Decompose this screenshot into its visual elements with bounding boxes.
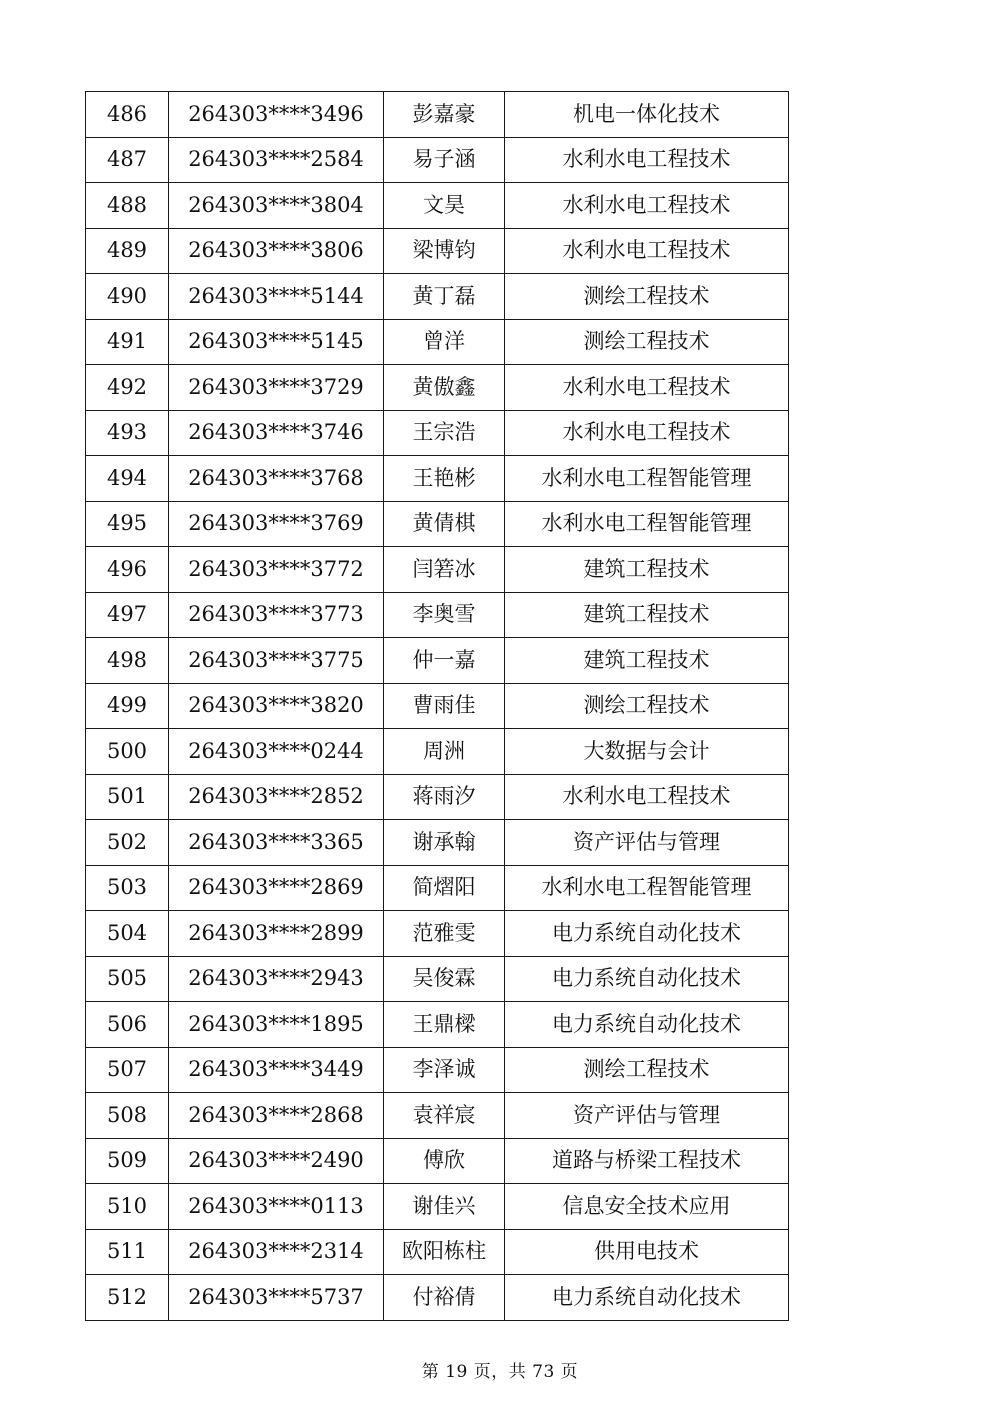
row-number-cell: 492	[86, 365, 169, 411]
row-number-cell: 505	[86, 956, 169, 1002]
major-cell: 水利水电工程智能管理	[505, 865, 789, 911]
student-name-cell: 易子涵	[384, 137, 505, 183]
student-name-cell: 李奥雪	[384, 592, 505, 638]
row-number-cell: 502	[86, 820, 169, 866]
exam-id-cell: 264303****3729	[169, 365, 384, 411]
table-row	[86, 1002, 789, 1048]
table-row	[86, 365, 789, 411]
major-cell: 水利水电工程技术	[505, 774, 789, 820]
row-number-cell: 504	[86, 911, 169, 957]
exam-id-cell: 264303****3746	[169, 410, 384, 456]
major-cell: 大数据与会计	[505, 729, 789, 775]
exam-id-cell: 264303****3768	[169, 456, 384, 502]
row-number-cell: 511	[86, 1229, 169, 1275]
major-cell: 资产评估与管理	[505, 820, 789, 866]
row-number-cell: 498	[86, 638, 169, 684]
row-number-cell: 487	[86, 137, 169, 183]
student-name-cell: 周洲	[384, 729, 505, 775]
major-cell: 电力系统自动化技术	[505, 956, 789, 1002]
exam-id-cell: 264303****0244	[169, 729, 384, 775]
table-row	[86, 183, 789, 229]
row-number-cell: 510	[86, 1184, 169, 1230]
exam-id-cell: 264303****2584	[169, 137, 384, 183]
exam-id-cell: 264303****2314	[169, 1229, 384, 1275]
student-name-cell: 范雅雯	[384, 911, 505, 957]
table-row	[86, 274, 789, 320]
page-footer: 第 19 页，共 73 页	[421, 1362, 579, 1382]
row-number-cell: 486	[86, 92, 169, 138]
table-row	[86, 501, 789, 547]
student-name-cell: 曾洋	[384, 319, 505, 365]
row-number-cell: 512	[86, 1275, 169, 1321]
table-row	[86, 592, 789, 638]
student-name-cell: 蒋雨汐	[384, 774, 505, 820]
row-number-cell: 499	[86, 683, 169, 729]
exam-id-cell: 264303****2869	[169, 865, 384, 911]
row-number-cell: 506	[86, 1002, 169, 1048]
exam-id-cell: 264303****3773	[169, 592, 384, 638]
row-number-cell: 503	[86, 865, 169, 911]
major-cell: 测绘工程技术	[505, 1047, 789, 1093]
table-row	[86, 638, 789, 684]
row-number-cell: 488	[86, 183, 169, 229]
student-name-cell: 闫箬冰	[384, 547, 505, 593]
row-number-cell: 501	[86, 774, 169, 820]
row-number-cell: 493	[86, 410, 169, 456]
student-name-cell: 梁博钧	[384, 228, 505, 274]
student-name-cell: 曹雨佳	[384, 683, 505, 729]
exam-id-cell: 264303****3365	[169, 820, 384, 866]
table-row	[86, 228, 789, 274]
exam-id-cell: 264303****5144	[169, 274, 384, 320]
table-row	[86, 92, 789, 138]
major-cell: 建筑工程技术	[505, 547, 789, 593]
student-name-cell: 简熠阳	[384, 865, 505, 911]
major-cell: 电力系统自动化技术	[505, 1275, 789, 1321]
student-name-cell: 王宗浩	[384, 410, 505, 456]
exam-id-cell: 264303****3449	[169, 1047, 384, 1093]
student-name-cell: 文昊	[384, 183, 505, 229]
major-cell: 资产评估与管理	[505, 1093, 789, 1139]
major-cell: 建筑工程技术	[505, 638, 789, 684]
row-number-cell: 491	[86, 319, 169, 365]
exam-id-cell: 264303****3820	[169, 683, 384, 729]
table-row	[86, 319, 789, 365]
exam-id-cell: 264303****2868	[169, 1093, 384, 1139]
exam-id-cell: 264303****5737	[169, 1275, 384, 1321]
table-body	[86, 92, 789, 1321]
major-cell: 水利水电工程技术	[505, 183, 789, 229]
major-cell: 水利水电工程技术	[505, 228, 789, 274]
table-row	[86, 1275, 789, 1321]
major-cell: 道路与桥梁工程技术	[505, 1138, 789, 1184]
row-number-cell: 500	[86, 729, 169, 775]
student-name-cell: 谢佳兴	[384, 1184, 505, 1230]
major-cell: 测绘工程技术	[505, 274, 789, 320]
major-cell: 电力系统自动化技术	[505, 1002, 789, 1048]
student-name-cell: 李泽诚	[384, 1047, 505, 1093]
major-cell: 信息安全技术应用	[505, 1184, 789, 1230]
table-row	[86, 410, 789, 456]
student-name-cell: 谢承翰	[384, 820, 505, 866]
row-number-cell: 494	[86, 456, 169, 502]
exam-id-cell: 264303****2852	[169, 774, 384, 820]
exam-id-cell: 264303****2490	[169, 1138, 384, 1184]
table-row	[86, 683, 789, 729]
major-cell: 水利水电工程技术	[505, 410, 789, 456]
exam-id-cell: 264303****3806	[169, 228, 384, 274]
major-cell: 建筑工程技术	[505, 592, 789, 638]
row-number-cell: 508	[86, 1093, 169, 1139]
table-row	[86, 865, 789, 911]
row-number-cell: 495	[86, 501, 169, 547]
student-name-cell: 吴俊霖	[384, 956, 505, 1002]
major-cell: 机电一体化技术	[505, 92, 789, 138]
exam-id-cell: 264303****1895	[169, 1002, 384, 1048]
table-row	[86, 729, 789, 775]
major-cell: 测绘工程技术	[505, 683, 789, 729]
exam-id-cell: 264303****3804	[169, 183, 384, 229]
table-row	[86, 1184, 789, 1230]
exam-id-cell: 264303****0113	[169, 1184, 384, 1230]
student-name-cell: 欧阳栋柱	[384, 1229, 505, 1275]
table-row	[86, 774, 789, 820]
student-name-cell: 彭嘉豪	[384, 92, 505, 138]
major-cell: 水利水电工程技术	[505, 137, 789, 183]
exam-id-cell: 264303****3775	[169, 638, 384, 684]
student-name-cell: 黄丁磊	[384, 274, 505, 320]
table-row	[86, 1047, 789, 1093]
exam-id-cell: 264303****5145	[169, 319, 384, 365]
student-list-table	[85, 91, 789, 1321]
major-cell: 水利水电工程技术	[505, 365, 789, 411]
table-row	[86, 1138, 789, 1184]
major-cell: 水利水电工程智能管理	[505, 456, 789, 502]
exam-id-cell: 264303****3769	[169, 501, 384, 547]
row-number-cell: 497	[86, 592, 169, 638]
row-number-cell: 489	[86, 228, 169, 274]
row-number-cell: 490	[86, 274, 169, 320]
student-name-cell: 傅欣	[384, 1138, 505, 1184]
table-row	[86, 1229, 789, 1275]
major-cell: 测绘工程技术	[505, 319, 789, 365]
table-row	[86, 956, 789, 1002]
student-name-cell: 付裕倩	[384, 1275, 505, 1321]
exam-id-cell: 264303****2899	[169, 911, 384, 957]
exam-id-cell: 264303****3496	[169, 92, 384, 138]
table-row	[86, 456, 789, 502]
table-row	[86, 1093, 789, 1139]
student-name-cell: 黄傲鑫	[384, 365, 505, 411]
row-number-cell: 507	[86, 1047, 169, 1093]
major-cell: 电力系统自动化技术	[505, 911, 789, 957]
table-row	[86, 911, 789, 957]
table-row	[86, 137, 789, 183]
student-name-cell: 王艳彬	[384, 456, 505, 502]
student-name-cell: 黄倩棋	[384, 501, 505, 547]
student-name-cell: 袁祥宸	[384, 1093, 505, 1139]
row-number-cell: 496	[86, 547, 169, 593]
row-number-cell: 509	[86, 1138, 169, 1184]
major-cell: 水利水电工程智能管理	[505, 501, 789, 547]
student-name-cell: 仲一嘉	[384, 638, 505, 684]
student-name-cell: 王鼎樑	[384, 1002, 505, 1048]
table-row	[86, 547, 789, 593]
exam-id-cell: 264303****2943	[169, 956, 384, 1002]
major-cell: 供用电技术	[505, 1229, 789, 1275]
table-row	[86, 820, 789, 866]
exam-id-cell: 264303****3772	[169, 547, 384, 593]
